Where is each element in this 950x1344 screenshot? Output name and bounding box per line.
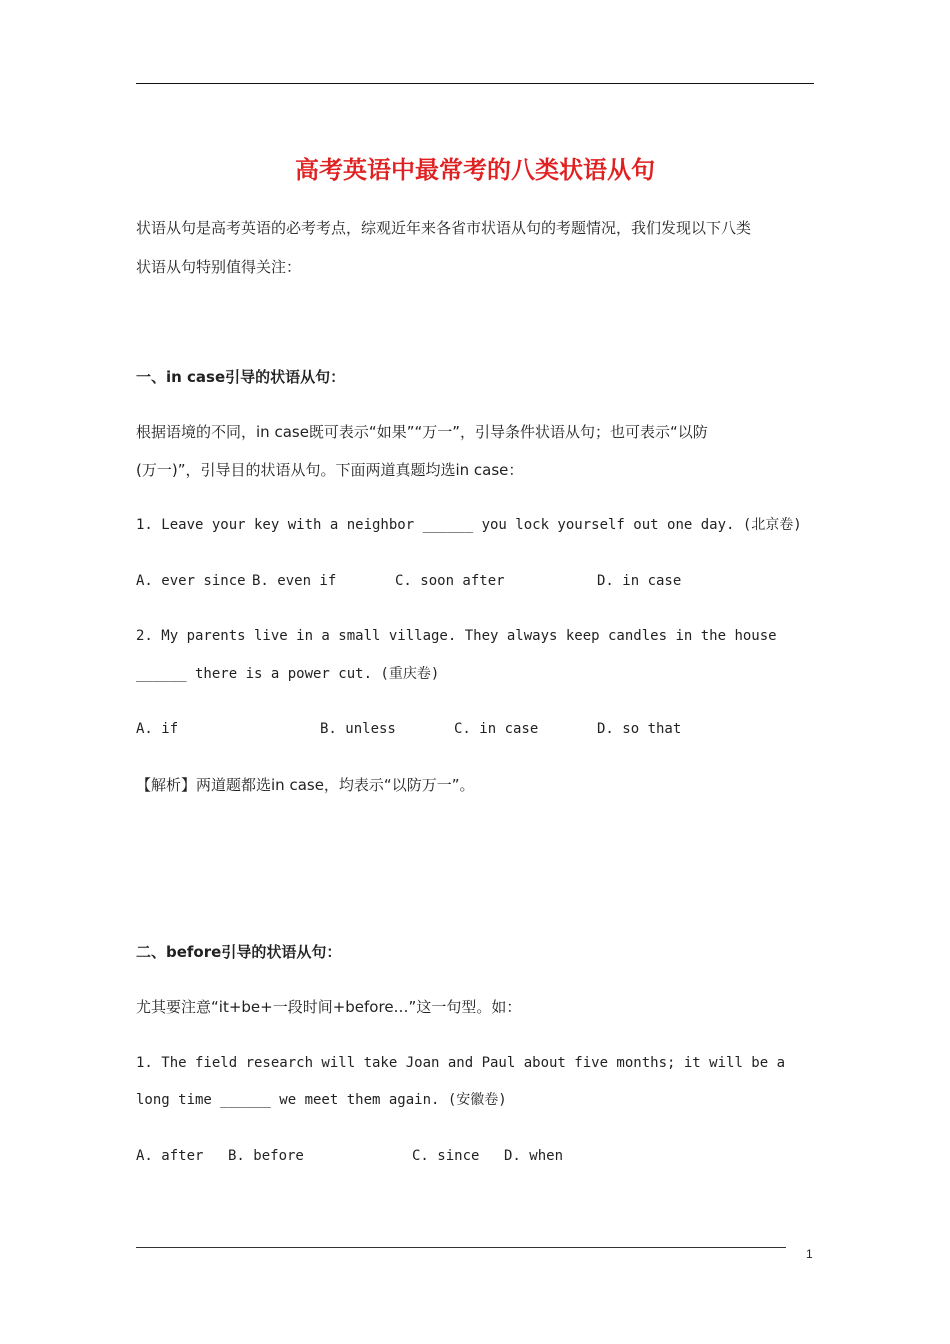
option-b: B. before bbox=[228, 1148, 304, 1164]
option-a: A. ever since bbox=[136, 573, 246, 589]
section-1-desc-line-1: 根据语境的不同，in case既可表示“如果”“万一”，引导条件状语从句；也可表示“以防 bbox=[136, 423, 708, 441]
option-c: C. since bbox=[412, 1148, 480, 1164]
option-c: C. soon after bbox=[395, 573, 505, 589]
option-d: D. so that bbox=[597, 721, 682, 737]
option-a: A. after bbox=[136, 1148, 204, 1164]
document-title: 高考英语中最常考的八类状语从句 bbox=[295, 156, 655, 184]
intro-line-1: 状语从句是高考英语的必考考点，综观近年来各省市状语从句的考题情况，我们发现以下八类 bbox=[136, 219, 752, 237]
question-2-1-line-1: 1. The field research will take Joan and Paul about five months; it will be a bbox=[136, 1055, 786, 1071]
section-1-desc-line-2: (万一)”，引导目的状语从句。下面两道真题均选in case： bbox=[136, 461, 524, 479]
question-1-2-line-2: ______ there is a power cut. (重庆卷) bbox=[136, 666, 440, 682]
option-d: D. in case bbox=[597, 573, 682, 589]
option-c: C. in case bbox=[454, 721, 539, 737]
question-1-1: 1. Leave your key with a neighbor ______ you lock yourself out one day. (北京卷) bbox=[136, 517, 802, 533]
intro-line-2: 状语从句特别值得关注： bbox=[136, 258, 302, 276]
option-d: D. when bbox=[504, 1148, 564, 1164]
section-2-heading: 二、before引导的状语从句： bbox=[136, 943, 342, 961]
page-number: 1 bbox=[806, 1247, 813, 1261]
option-b: B. even if bbox=[252, 573, 337, 589]
question-1-2-line-1: 2. My parents live in a small village. They always keep candles in the house bbox=[136, 628, 777, 644]
section-2-desc: 尤其要注意“it+be+一段时间+before…”这一句型。如： bbox=[136, 998, 522, 1016]
footer-rule bbox=[136, 1247, 786, 1248]
option-a: A. if bbox=[136, 721, 179, 737]
section-1-analysis: 【解析】两道题都选in case，均表示“以防万一”。 bbox=[136, 776, 475, 794]
section-1-heading: 一、in case引导的状语从句： bbox=[136, 368, 346, 386]
option-b: B. unless bbox=[320, 721, 396, 737]
question-2-1-line-2: long time ______ we meet them again. (安徽卷) bbox=[136, 1092, 507, 1108]
header-rule bbox=[136, 83, 814, 84]
